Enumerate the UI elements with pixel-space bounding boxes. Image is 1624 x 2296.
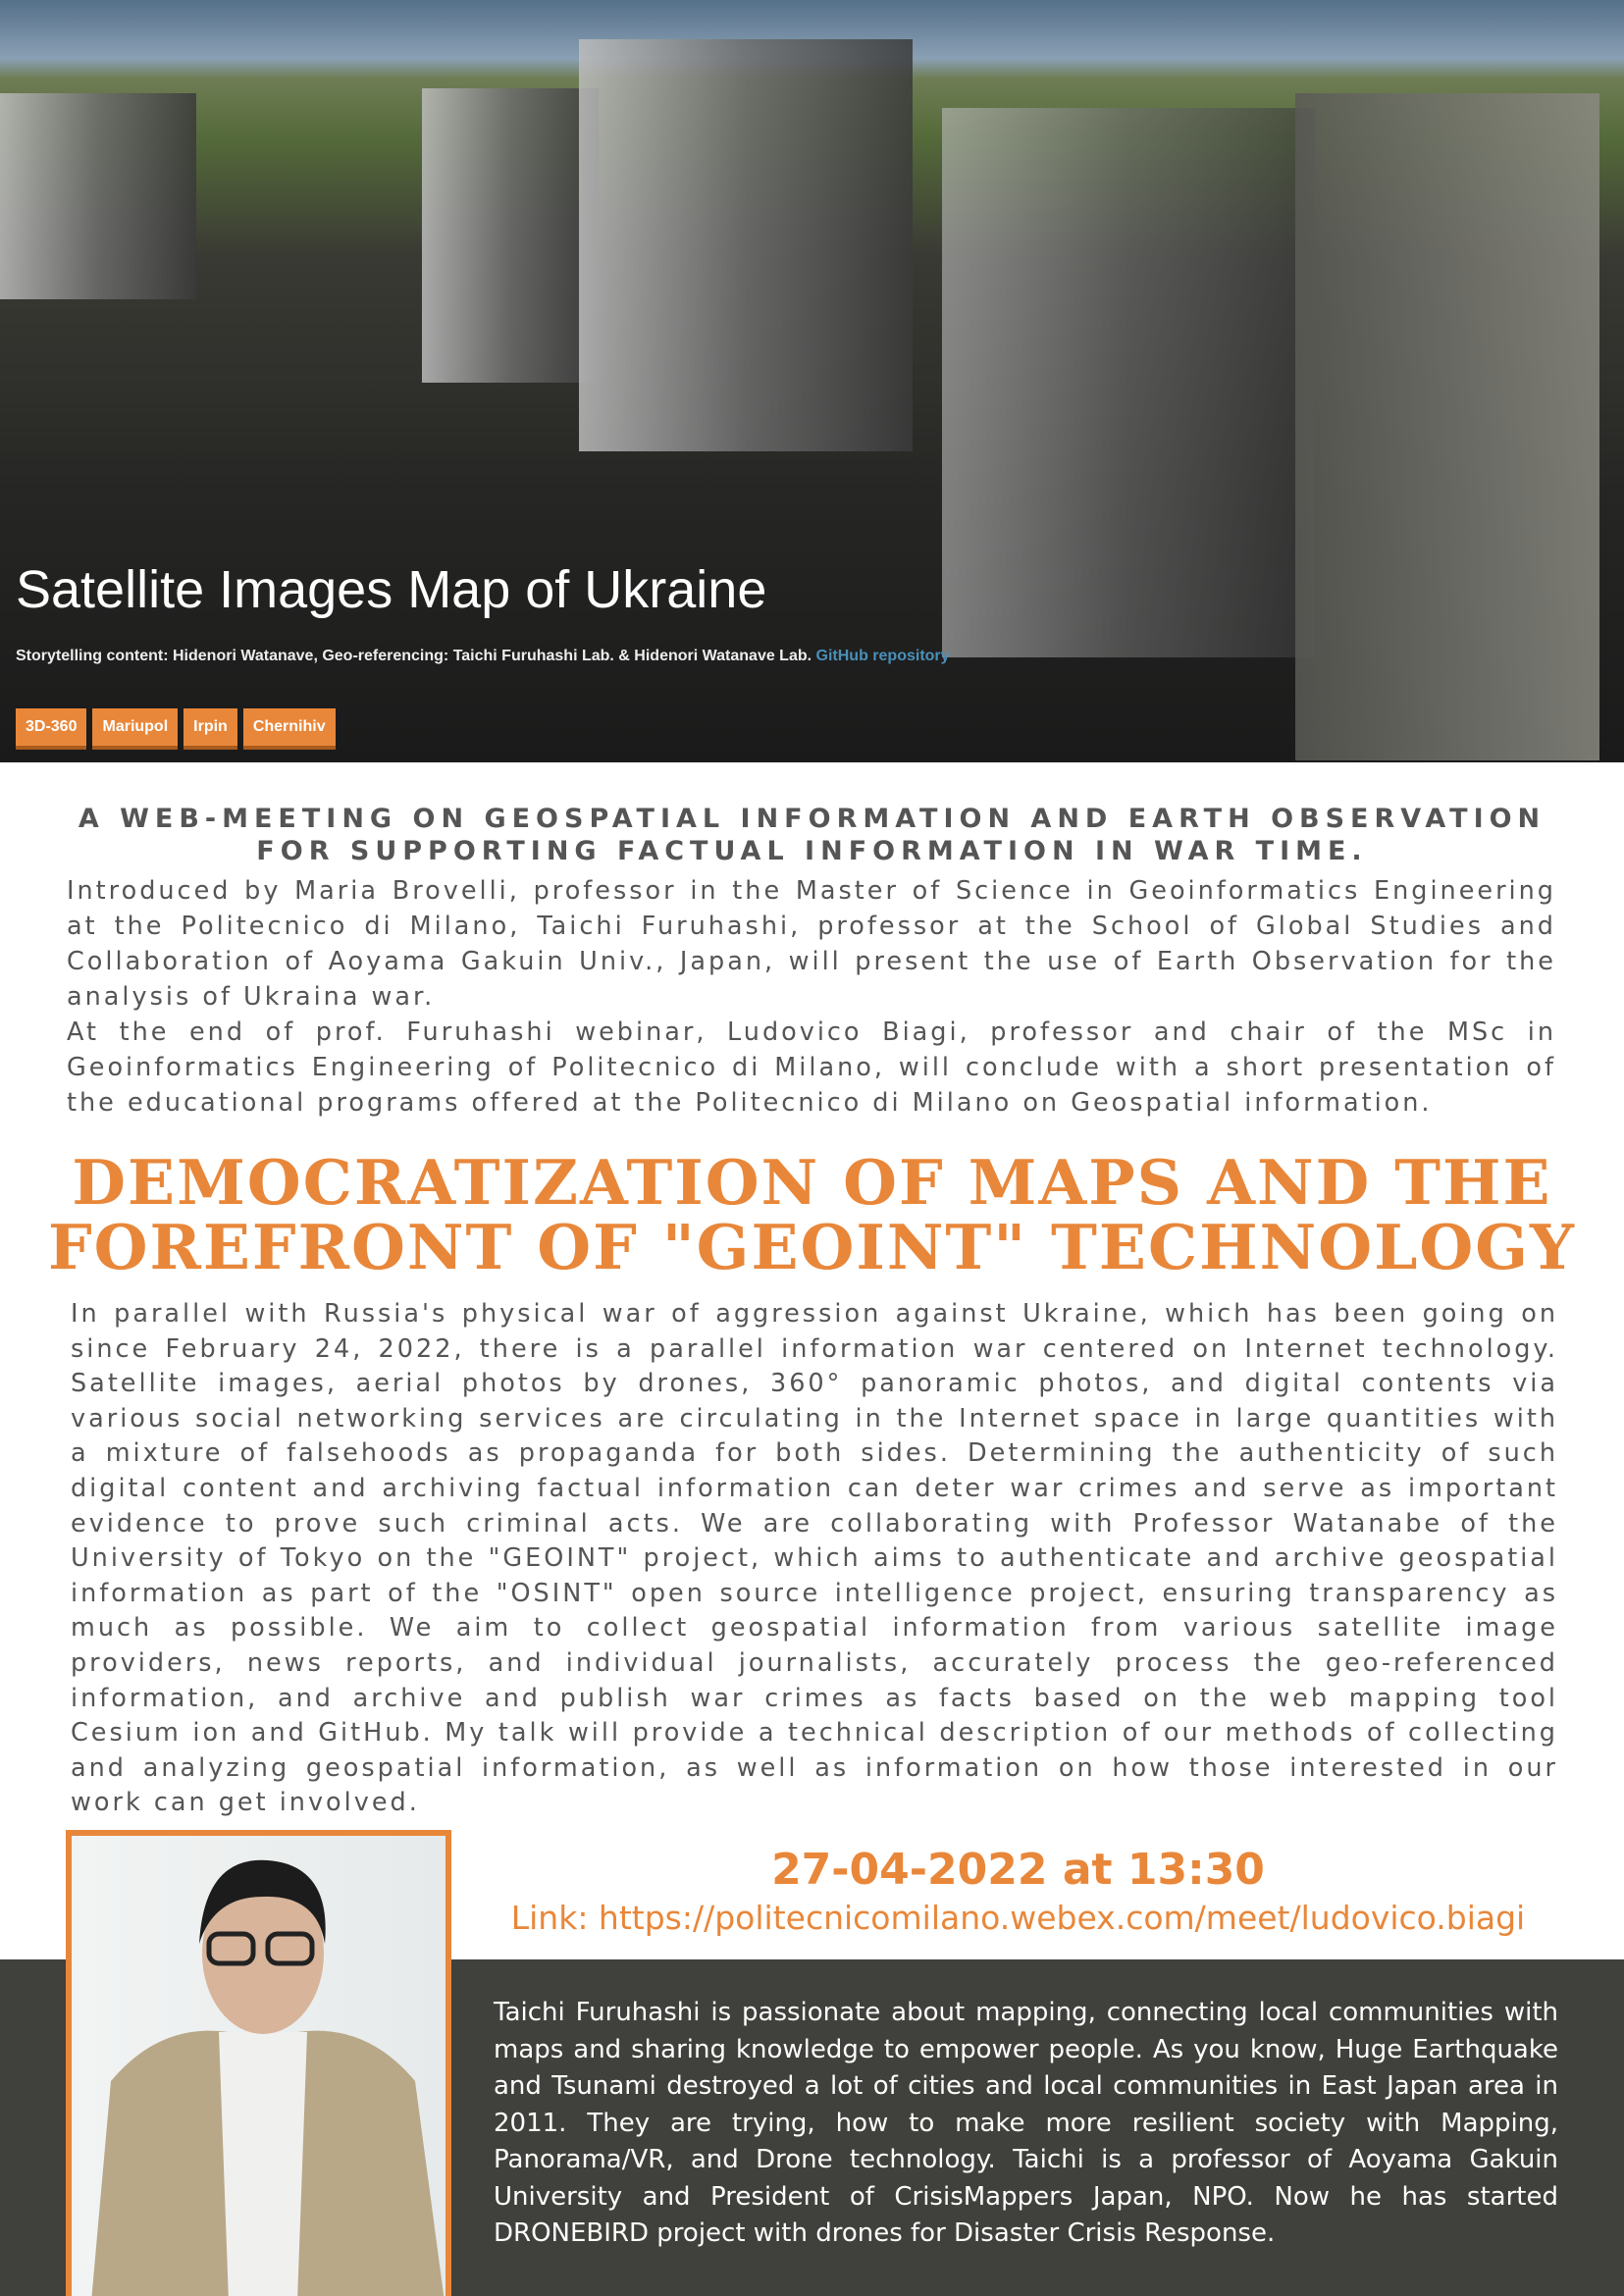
button-mariupol[interactable]: Mariupol bbox=[92, 708, 178, 750]
event-intro bbox=[67, 873, 1556, 1121]
talk-abstract: In parallel with Russia's physical war of aggression against Ukraine, which has been going on since February 24, 2022, there is a parallel information war centered on Internet technology. Satellite images, aerial photos by drones, 360° panoramic photos, and digital contents via various social networking services are circulating in the Internet space in large quantities with a mixture of falsehoods as propaganda for both sides. Determining the authenticity of such digital content and archiving factual information can deter war crimes and serve as important evidence to prove such criminal acts. We are collaborating with Professor Watanabe of the University of Tokyo on the "GEOINT" project, which aims to authenticate and archive geospatial information as part of the "OSINT" open source intelligence project, ensuring transparency as much as possible. We aim to collect geospatial information from various satellite image providers, news reports, and individual journalists, accurately process the geo-referenced information, and archive and publish war crimes as facts based on the web mapping tool Cesium ion and GitHub. My talk will provide a technical description of our methods of collecting and analyzing geospatial information, as well as information on how those interested in our work can get involved. bbox=[71, 1299, 1558, 1818]
speaker-bio: Taichi Furuhashi is passionate about mapping, connecting local communities with maps and sharing knowledge to empower people. As you know, Huge Earthquake and Tsunami destroyed a lot of cities and local communities in East Japan area in 2011. They are trying, how to make more resilient society with Mapping, Panorama/VR, and Drone technology. Taichi is a professor of Aoyama Gakuin University and President of CrisisMappers Japan, NPO. Now he has started DRONEBIRD project with drones for Disaster Crisis Response. bbox=[494, 1998, 1558, 2248]
hero-banner bbox=[0, 0, 1624, 762]
button-3d-360[interactable]: 3D-360 bbox=[16, 708, 86, 750]
webex-link[interactable]: Link: https://politecnicomilano.webex.com/meet/ludovico.biagi bbox=[510, 1899, 1526, 1937]
hero-title: Satellite Images Map of Ukraine bbox=[16, 560, 767, 619]
hero-buttons bbox=[16, 708, 336, 750]
github-repo-link[interactable]: GitHub repository bbox=[815, 648, 950, 664]
button-irpin[interactable]: Irpin bbox=[183, 708, 237, 750]
talk-title: DEMOCRATIZATION OF MAPS AND THE FOREFRONT OF "GEOINT" TECHNOLOGY bbox=[47, 1146, 1577, 1283]
speaker-photo bbox=[66, 1830, 451, 2296]
event-heading: A WEB-MEETING ON GEOSPATIAL INFORMATION AND EARTH OBSERVATION FOR SUPPORTING FACTUAL INFORMATION IN WAR TIME. bbox=[78, 804, 1546, 866]
intro-paragraph-2: At the end of prof. Furuhashi webinar, Ludovico Biagi, professor and chair of the MSc in Geoinformatics Engineering of Politecnico di Milano, will conclude with a short presentation of the educational programs offered at the Politecnico di Milano on Geospatial information. bbox=[67, 1018, 1556, 1118]
event-date: 27-04-2022 at 13:30 bbox=[771, 1845, 1265, 1895]
credit-text: Storytelling content: Hidenori Watanave, Geo-referencing: Taichi Furuhashi Lab. & Hidenori Watanave Lab. bbox=[16, 648, 812, 664]
intro-paragraph-1: Introduced by Maria Brovelli, professor in the Master of Science in Geoinformatics Engineering at the Politecnico di Milano, Taichi Furuhashi, professor at the School of Global Studies and Collaboration of Aoyama Gakuin Univ., Japan, will present the use of Earth Observation for the analysis of Ukraina war. bbox=[67, 876, 1556, 1012]
hero-credit bbox=[16, 648, 950, 665]
button-chernihiv[interactable]: Chernihiv bbox=[243, 708, 336, 750]
